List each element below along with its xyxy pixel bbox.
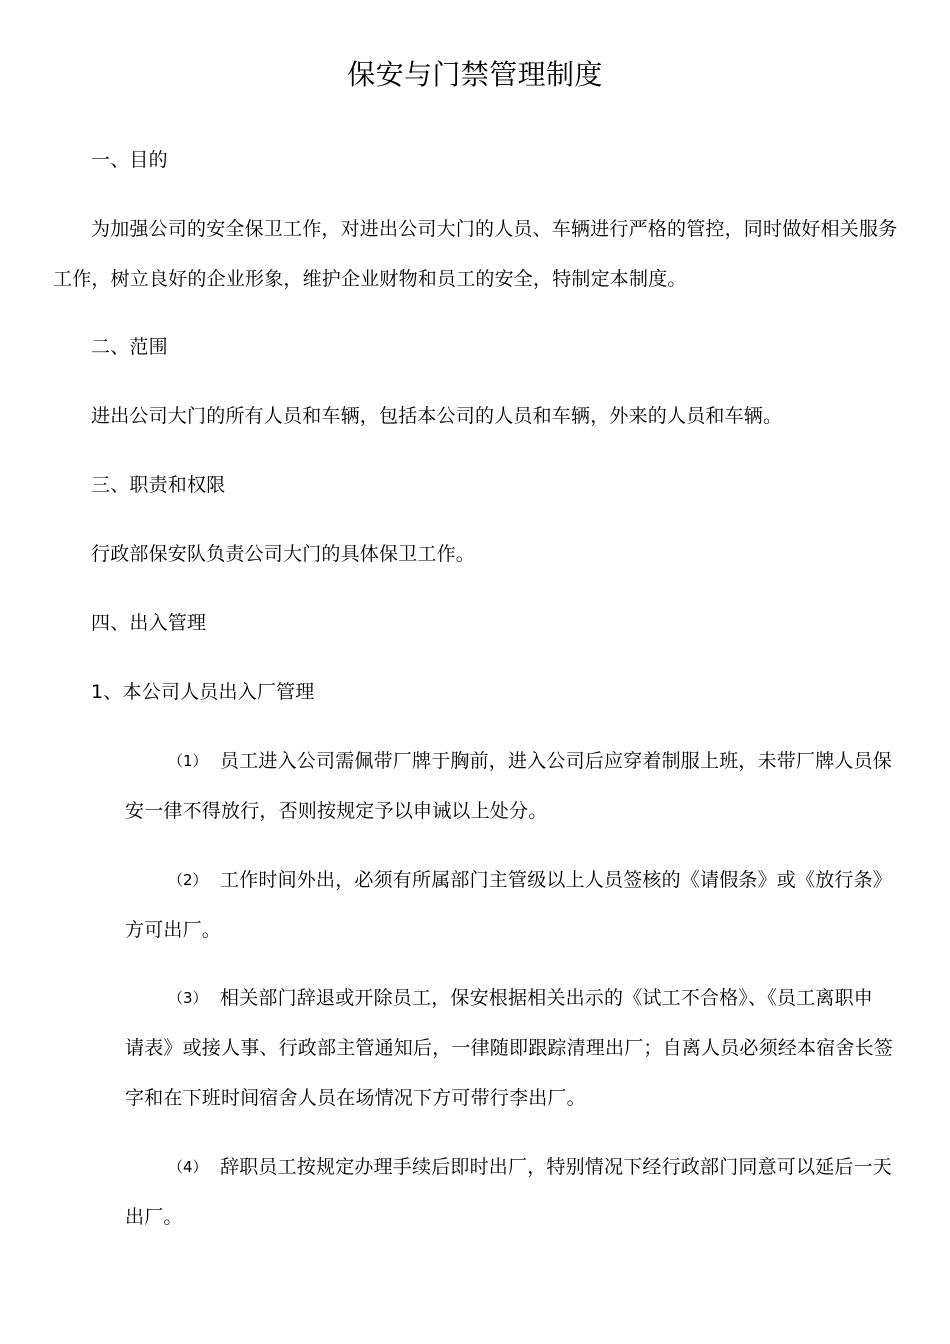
list-item-line: 工作时间外出，必须有所属部门主管级以上人员签核的《请假条》或《放行条》 [220,869,893,891]
section-heading-responsibilities: 三、职责和权限 [91,474,226,496]
section-heading-access-management: 四、出入管理 [91,612,207,634]
list-item-line: 员工进入公司需佩带厂牌于胸前，进入公司后应穿着制服上班，未带厂牌人员保 [220,750,893,772]
list-item-marker: （1） [168,752,208,770]
section-body-line: 进出公司大门的所有人员和车辆，包括本公司的人员和车辆，外来的人员和车辆。 [91,405,783,427]
subsection-heading: 1、本公司人员出入厂管理 [91,681,315,703]
list-item-line: 相关部门辞退或开除员工，保安根据相关出示的《试工不合格》、《员工离职申 [220,987,874,1009]
section-body-line: 工作，树立良好的企业形象，维护企业财物和员工的安全，特制定本制度。 [53,268,687,290]
list-item-marker: （4） [168,1158,208,1176]
list-item-line: 安一律不得放行，否则按规定予以申诫以上处分。 [125,800,548,822]
list-item-marker: （3） [168,989,208,1007]
list-item-line: 辞职员工按规定办理手续后即时出厂，特别情况下经行政部门同意可以延后一天 [220,1156,893,1178]
list-item-marker: （2） [168,871,208,889]
list-item-line: 字和在下班时间宿舍人员在场情况下方可带行李出厂。 [125,1087,586,1109]
list-item-line: 方可出厂。 [125,919,222,941]
section-heading-scope: 二、范围 [91,336,168,358]
list-item-line: 出厂。 [125,1206,183,1228]
list-item-line: 请表》或接人事、行政部主管通知后，一律随即跟踪清理出厂；自离人员必须经本宿舍长签 [125,1037,894,1059]
section-heading-purpose: 一、目的 [91,149,168,171]
section-body-line: 行政部保安队负责公司大门的具体保卫工作。 [91,543,476,565]
document-title: 保安与门禁管理制度 [347,58,603,91]
section-body-line: 为加强公司的安全保卫工作，对进出公司大门的人员、车辆进行严格的管控，同时做好相关服务 [91,218,898,240]
